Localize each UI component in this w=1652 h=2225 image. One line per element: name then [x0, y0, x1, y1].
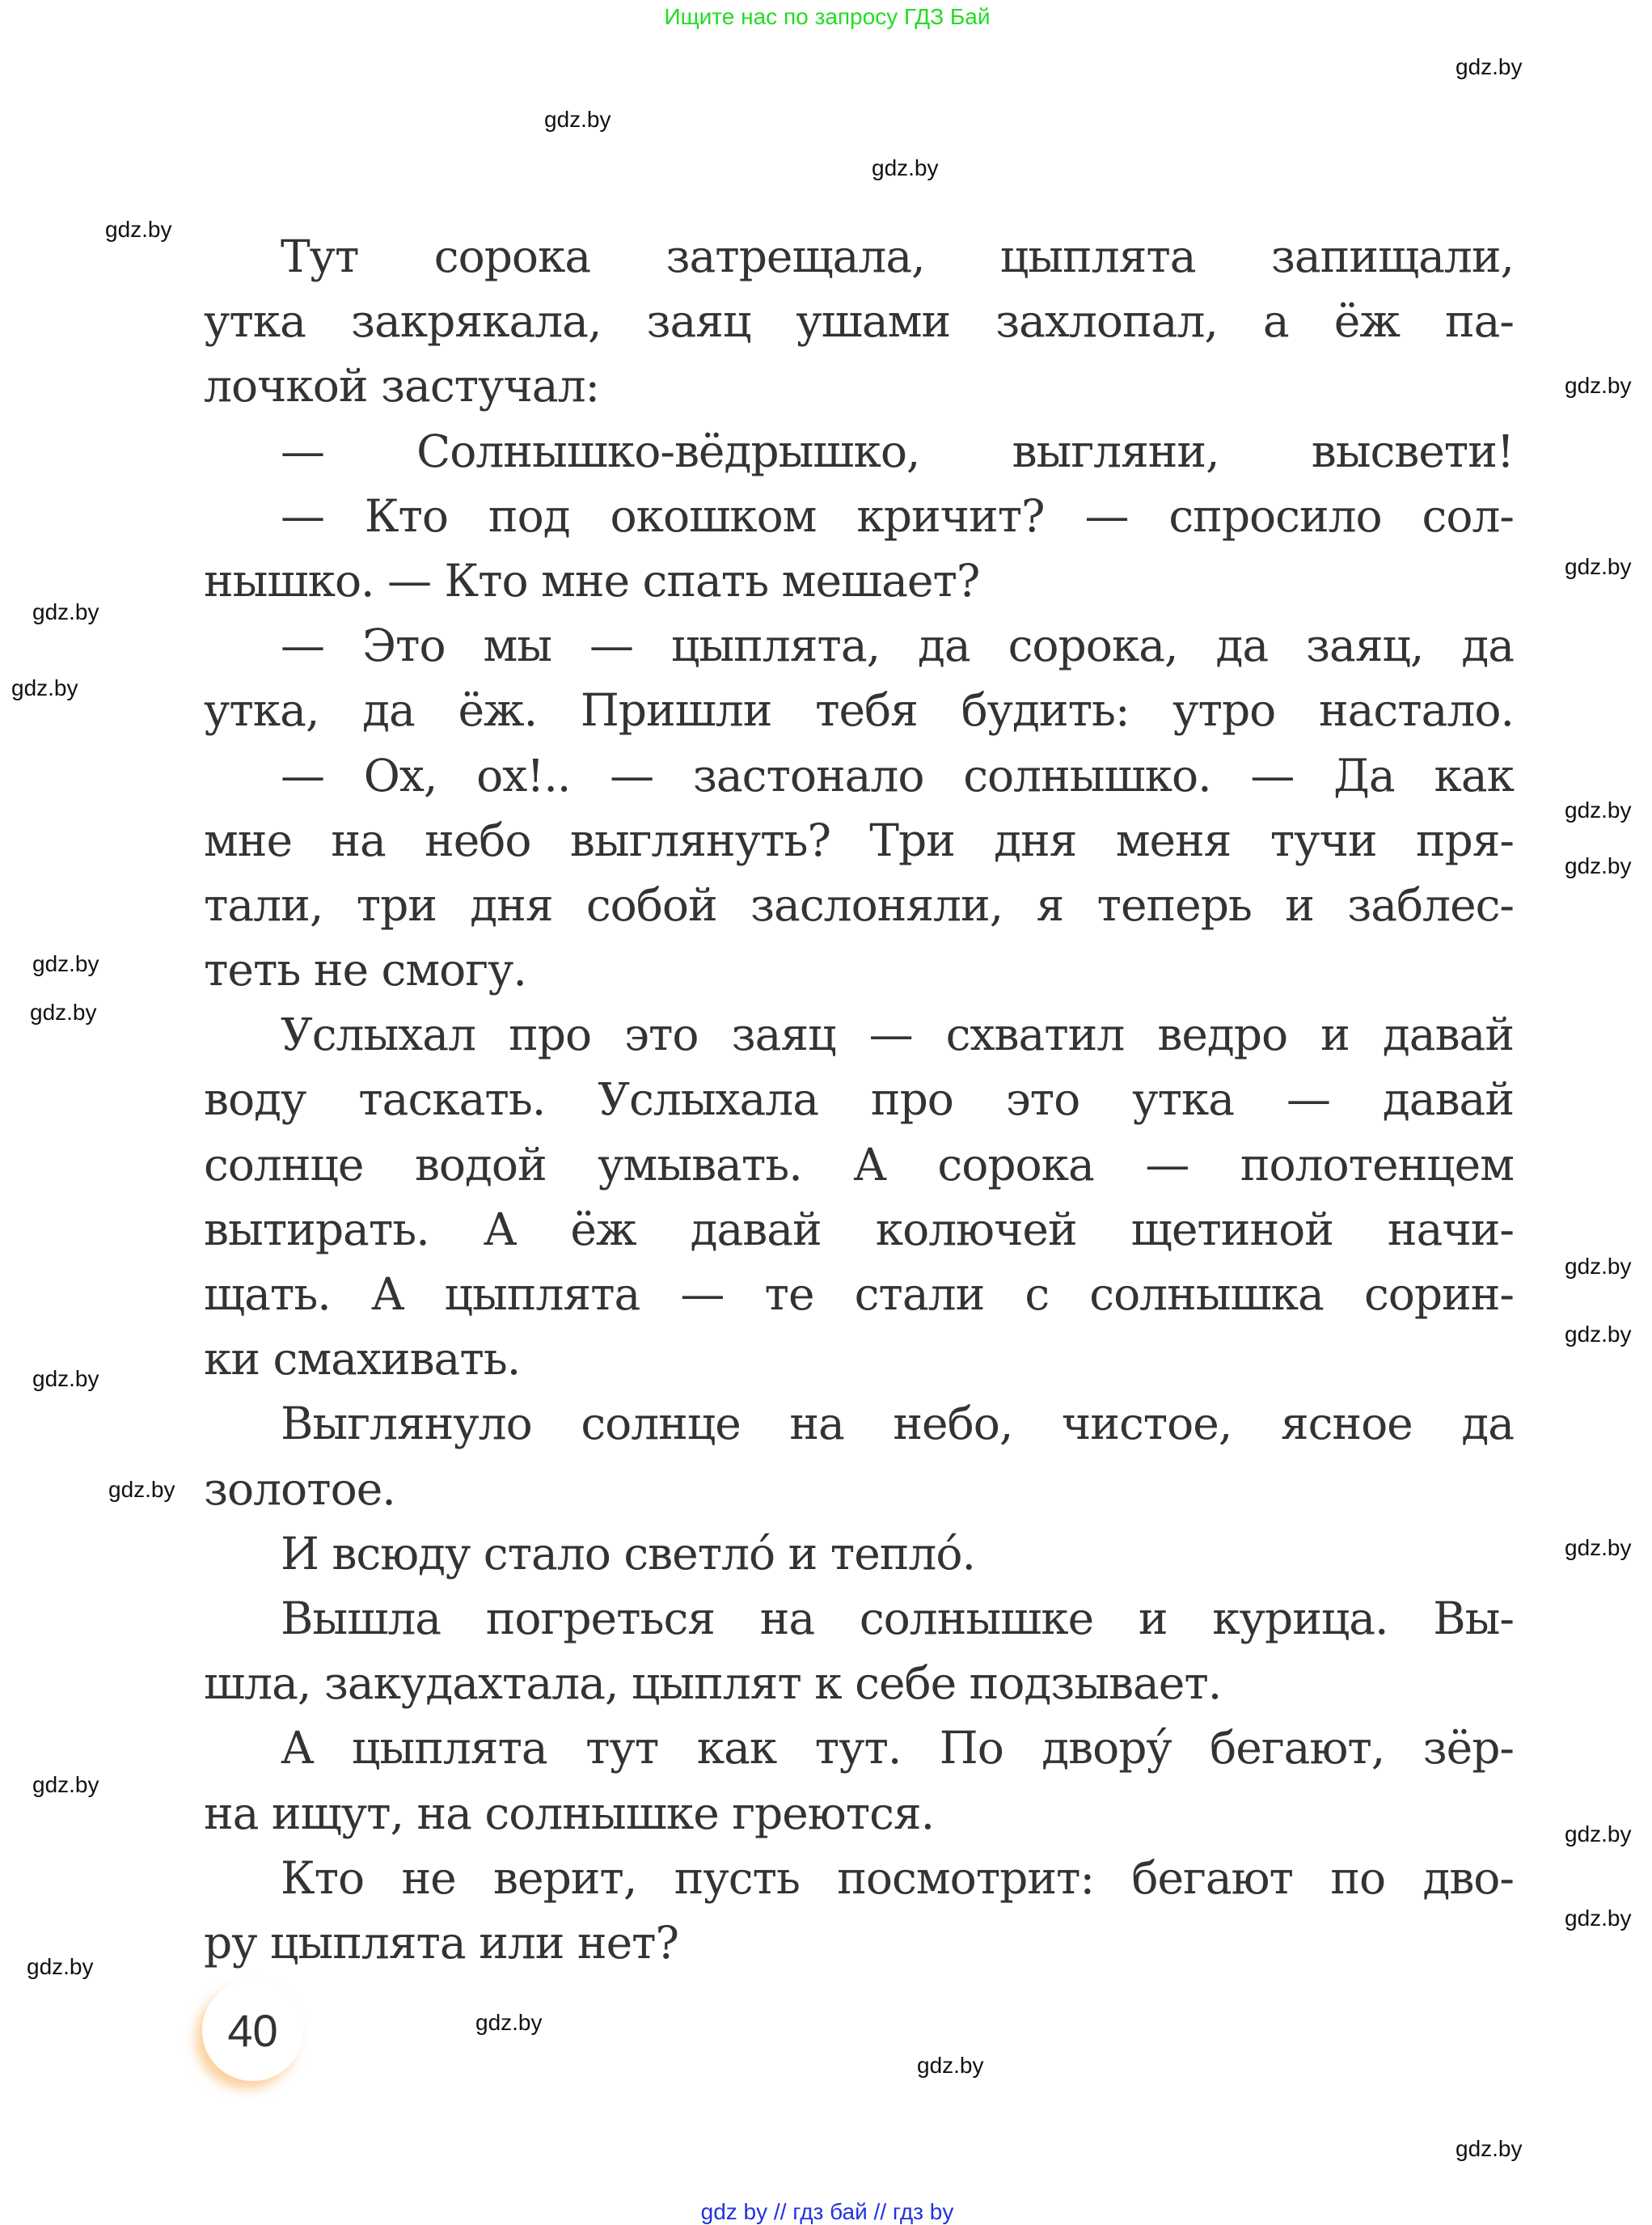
footer-links[interactable]: gdz by // гдз бай // гдз by: [700, 2199, 954, 2224]
watermark: gdz.by: [27, 1954, 94, 1979]
watermark: gdz.by: [1565, 797, 1632, 823]
watermark: gdz.by: [1565, 554, 1632, 579]
page-number-label: 40: [227, 2005, 278, 2056]
story-text: [204, 224, 1514, 1975]
watermark: gdz.by: [1565, 1254, 1632, 1279]
watermark: gdz.by: [1565, 853, 1632, 878]
text-line: теть не смогу.: [204, 944, 526, 996]
text-line: золотое.: [204, 1462, 395, 1515]
text-line: шла, закудахтала, цыплят к себе подзывает.: [204, 1657, 1222, 1710]
watermark: gdz.by: [872, 155, 939, 180]
text-line: А цыплята тут как тут. По двору́ бегают, зёр-: [281, 1722, 1514, 1775]
text-line: Выглянуло солнце на небо, чистое, ясное да: [281, 1398, 1514, 1450]
watermark: gdz.by: [32, 951, 99, 976]
text-line: Услыхал про это заяц — схватил ведро и давай: [281, 1009, 1514, 1061]
text-line: — Кто под окошком кричит? — спросило сол-: [281, 489, 1514, 542]
text-line: Кто не верит, пусть посмотрит: бегают по дво-: [281, 1851, 1514, 1904]
text-line: утка закрякала, заяц ушами захлопал, а ёж па-: [204, 295, 1514, 348]
text-line: Тут сорока затрещала, цыплята запищали,: [281, 231, 1514, 282]
watermark: gdz.by: [1565, 1821, 1632, 1846]
text-line: ру цыплята или нет?: [204, 1916, 679, 1969]
watermark: gdz.by: [1565, 1906, 1632, 1931]
watermark: gdz.by: [30, 1000, 97, 1025]
text-line: вытирать. А ёж давай колючей щетиной начи-: [204, 1203, 1514, 1255]
text-line: щать. А цыплята — те стали с солнышка сорин-: [204, 1268, 1514, 1320]
text-line: мне на небо выглянуть? Три дня меня тучи пря-: [204, 814, 1514, 866]
watermark: gdz.by: [917, 2053, 984, 2078]
text-line: тали, три дня собой заслоняли, я теперь и заблес-: [204, 878, 1514, 931]
watermark: gdz.by: [1456, 54, 1523, 79]
text-line: ки смахивать.: [204, 1333, 521, 1385]
text-line: Вышла погреться на солнышке и курица. Вы-: [281, 1592, 1514, 1644]
watermark: gdz.by: [1565, 1322, 1632, 1347]
search-banner[interactable]: Ищите нас по запросу ГДЗ Бай: [664, 4, 991, 29]
text-line: лочкой застучал:: [204, 360, 600, 412]
watermark: gdz.by: [32, 1366, 99, 1391]
watermark: gdz.by: [32, 1772, 99, 1797]
text-line: — Солнышко-вёдрышко, выгляни, высвети!: [281, 425, 1514, 477]
watermark: gdz.by: [475, 2010, 543, 2035]
text-line: на ищут, на солнышке греются.: [204, 1787, 935, 1839]
watermark: gdz.by: [105, 217, 172, 242]
text-line: солнце водой умывать. А сорока — полотенцем: [204, 1138, 1514, 1191]
watermark: gdz.by: [1565, 1535, 1632, 1560]
watermark: gdz.by: [108, 1477, 175, 1502]
text-line: И всюду стало светло́ и тепло́.: [281, 1527, 975, 1580]
watermark: gdz.by: [1456, 2136, 1523, 2161]
watermark: gdz.by: [544, 107, 611, 132]
text-line: воду таскать. Услыхала про это утка — давай: [204, 1073, 1514, 1126]
page-number: [202, 1980, 303, 2081]
watermark: gdz.by: [11, 675, 78, 700]
watermark: gdz.by: [1565, 373, 1632, 398]
text-line: утка, да ёж. Пришли тебя будить: утро настало.: [204, 684, 1514, 737]
text-line: нышко. — Кто мне спать мешает?: [204, 554, 980, 607]
text-line: — Это мы — цыплята, да сорока, да заяц, да: [281, 620, 1514, 672]
text-line: — Ох, ох!.. — застонало солнышко. — Да как: [281, 749, 1514, 802]
watermark: gdz.by: [32, 599, 99, 624]
